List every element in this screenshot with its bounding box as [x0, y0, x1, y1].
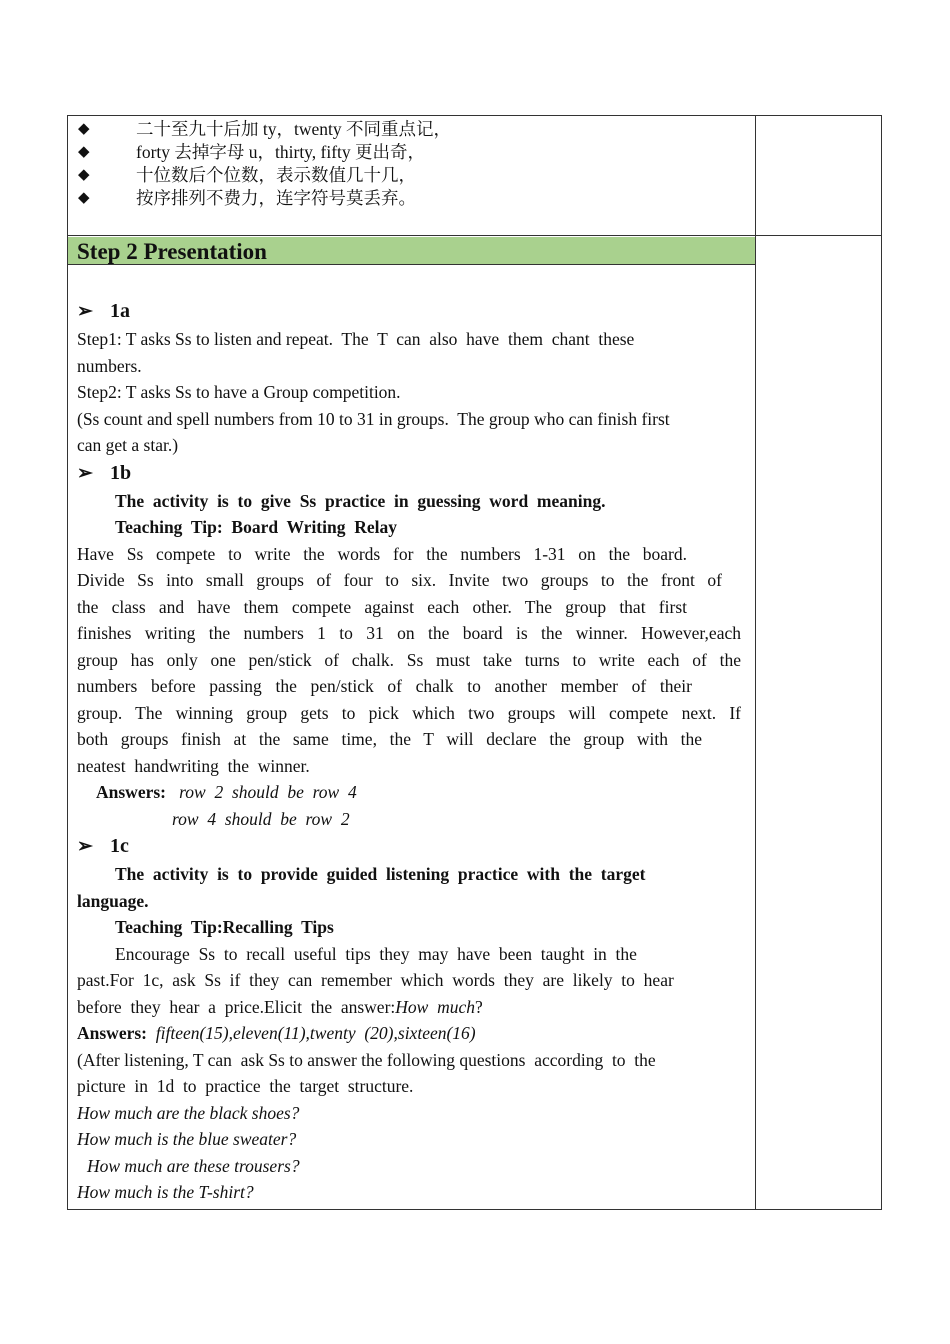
- text-line: [77, 700, 741, 727]
- lesson-plan-table: [67, 115, 882, 1210]
- diamond-bullet-icon: ◆: [78, 121, 90, 137]
- text: 1c: [110, 835, 129, 857]
- text-line: [77, 941, 741, 968]
- bullet-item: [78, 187, 738, 210]
- bullet-text: 十位数后个位数，表示数值几十几，: [136, 165, 416, 185]
- text: group has only one pen/stick of chalk. Ss must take turns to write each of the: [77, 649, 741, 670]
- text-line: [77, 406, 741, 433]
- text-line: [77, 914, 741, 941]
- text: (Ss count and spell numbers from 10 to 31 in groups. The group who can finish first: [77, 408, 670, 429]
- subsection-heading: [77, 297, 741, 326]
- text-line: [77, 726, 702, 753]
- text: numbers before passing the pen/stick of chalk to another member of their: [77, 676, 692, 696]
- diamond-bullet-icon: ◆: [78, 190, 90, 206]
- text-line: [77, 1100, 741, 1127]
- rhyme-bullet-list: [78, 118, 738, 210]
- bold-text: The activity is to provide guided listening practice with the target: [115, 864, 646, 884]
- text-line: [77, 647, 741, 674]
- text: ?: [474, 996, 483, 1017]
- text-line: [77, 1179, 741, 1206]
- text: group. The winning group gets to pick which two groups will compete next. If: [77, 702, 741, 723]
- italic-text: How much: [395, 996, 475, 1017]
- text-line: [77, 541, 687, 568]
- bullet-text: 二十至九十后加 ty，twenty 不同重点记，: [136, 119, 451, 139]
- text-line: [77, 594, 687, 621]
- text-line: [77, 673, 692, 700]
- bullet-text: 按序排列不费力，连字符号莫丢弃。: [136, 188, 416, 208]
- text-line: [77, 1126, 741, 1153]
- text-line: [77, 967, 741, 994]
- text: the class and have them compete against each other. The group that first: [77, 596, 687, 617]
- column-divider: [755, 116, 756, 1209]
- text-line: [77, 888, 741, 915]
- text-line: [77, 994, 741, 1021]
- bold-text: The activity is to give Ss practice in guessing word meaning.: [115, 490, 606, 511]
- subsection-heading: [77, 832, 741, 861]
- row-divider: [68, 235, 881, 236]
- text: past.For 1c, ask Ss if they can remember which words they are likely to hear: [77, 970, 674, 990]
- section-header: [68, 237, 755, 265]
- text-line: [77, 779, 741, 806]
- arrow-bullet-icon: ➢: [77, 301, 93, 322]
- bullet-item: [78, 141, 738, 164]
- text: Step1: T asks Ss to listen and repeat. The T can also have them chant these: [77, 329, 635, 349]
- text: neatest handwriting the winner.: [77, 755, 310, 776]
- text: Step2: T asks Ss to have a Group competition.: [77, 382, 401, 402]
- italic-text: How much is the blue sweater?: [77, 1129, 297, 1149]
- text: picture in 1d to practice the target structure.: [77, 1076, 414, 1096]
- section-title: Step 2 Presentation: [77, 239, 267, 264]
- text: before they hear a price.Elicit the answer:: [77, 996, 396, 1017]
- text-line: [77, 1153, 741, 1180]
- italic-text: row 4 should be row 2: [172, 808, 350, 829]
- text-line: [77, 861, 741, 888]
- text-line: [77, 488, 741, 515]
- text-line: [77, 432, 741, 459]
- text-line: [77, 567, 722, 594]
- text-line: [77, 1073, 741, 1100]
- bullet-item: [78, 118, 738, 141]
- text-line: [77, 753, 741, 780]
- bold-text: Teaching Tip:Recalling Tips: [115, 917, 334, 937]
- text-line: [77, 620, 741, 647]
- text: (After listening, T can ask Ss to answer the following questions according to the: [77, 1049, 656, 1070]
- text-line: [77, 514, 741, 541]
- text: finishes writing the numbers 1 to 31 on the board is the winner. However,each: [77, 623, 741, 643]
- subsection-heading: [77, 459, 741, 488]
- italic-text: How much are the black shoes?: [77, 1102, 300, 1123]
- text-line: [77, 353, 741, 380]
- italic-text: How much is the T-shirt?: [77, 1182, 254, 1202]
- text-line: [77, 1020, 741, 1047]
- arrow-bullet-icon: ➢: [77, 462, 93, 484]
- italic-text: How much are these trousers?: [87, 1155, 300, 1176]
- diamond-bullet-icon: ◆: [78, 167, 90, 183]
- bold-text: Answers:: [96, 782, 166, 802]
- text: can get a star.): [77, 435, 179, 455]
- text-line: [77, 1047, 741, 1074]
- italic-text: fifteen(15),eleven(11),twenty (20),sixteen(16): [147, 1023, 476, 1043]
- text: 1a: [110, 300, 130, 322]
- bold-text: language.: [77, 890, 149, 911]
- text-line: [77, 326, 741, 353]
- section-body: [77, 297, 741, 1206]
- text: numbers.: [77, 355, 142, 376]
- text-line: [77, 379, 741, 406]
- bullet-item: [78, 164, 738, 187]
- bold-text: Teaching Tip: Board Writing Relay: [115, 517, 397, 537]
- text: both groups finish at the same time, the T will declare the group with the: [77, 729, 702, 749]
- bullet-text: forty 去掉字母 u，thirty, fifty 更出奇，: [136, 142, 426, 162]
- italic-text: row 2 should be row 4: [166, 782, 357, 802]
- text: Divide Ss into small groups of four to six. Invite two groups to the front of: [77, 570, 722, 590]
- text: 1b: [110, 461, 132, 484]
- text-line: [77, 806, 741, 833]
- text: Encourage Ss to recall useful tips they may have been taught in the: [115, 943, 637, 964]
- bold-text: Answers:: [77, 1023, 147, 1043]
- text: Have Ss compete to write the words for the numbers 1-31 on the board.: [77, 543, 687, 564]
- diamond-bullet-icon: ◆: [78, 144, 90, 160]
- arrow-bullet-icon: ➢: [77, 836, 93, 857]
